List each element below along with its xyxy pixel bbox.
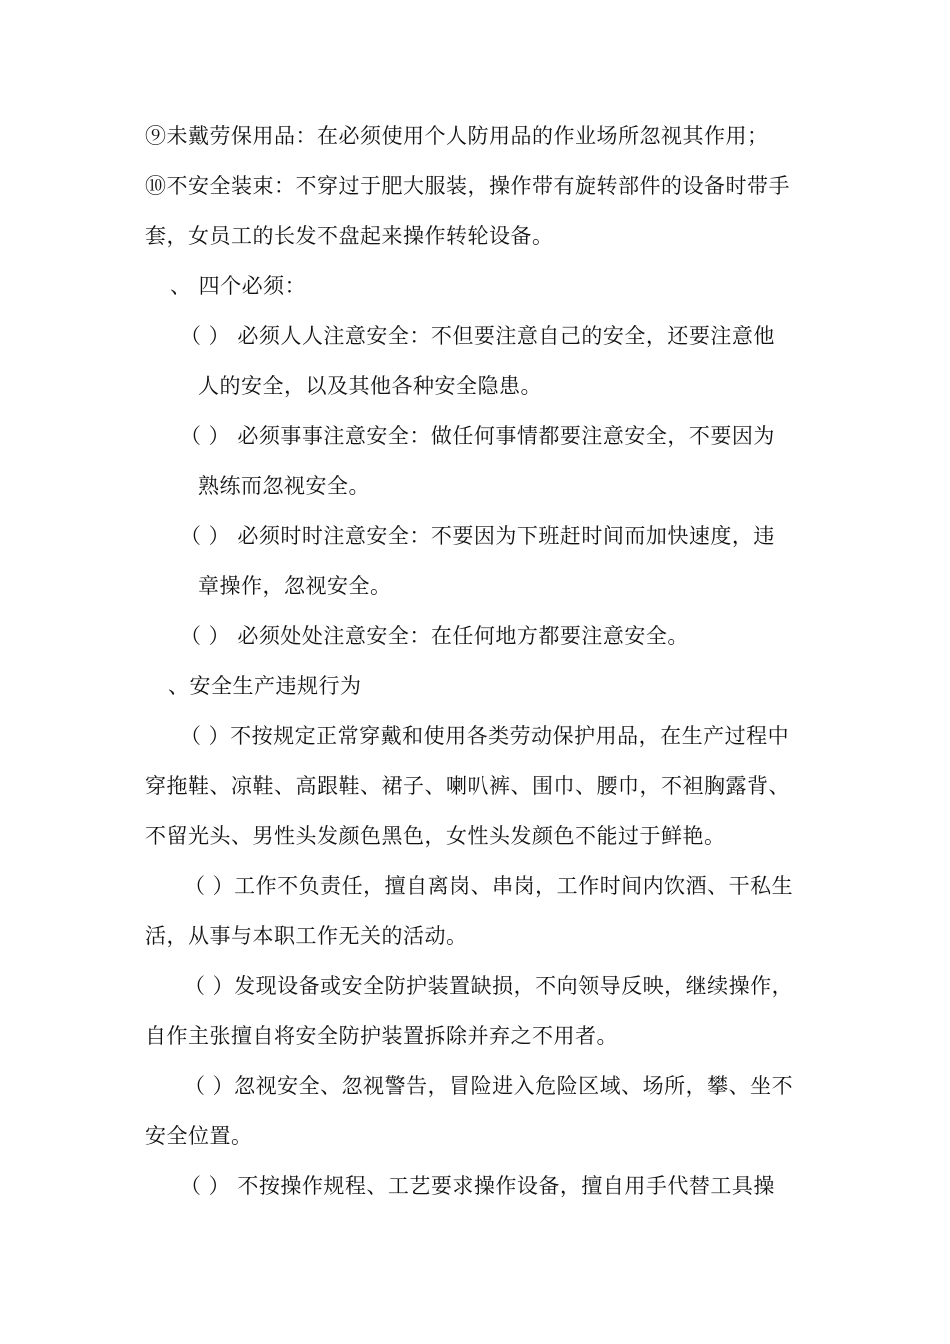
text-line: （ ） 必须时时注意安全：不要因为下班赶时间而加快速度，违 — [180, 524, 775, 548]
text-line: （ ）忽视安全、忽视警告，冒险进入危险区域、场所，攀、坐不 — [184, 1074, 794, 1098]
text-line: ⑨未戴劳保用品：在必须使用个人防用品的作业场所忽视其作用； — [145, 124, 769, 148]
text-line: 人的安全，以及其他各种安全隐患。 — [198, 374, 542, 398]
text-line: （ ）不按规定正常穿戴和使用各类劳动保护用品，在生产过程中 — [180, 724, 790, 748]
text-line: ⑩不安全装束：不穿过于肥大服装，操作带有旋转部件的设备时带手 — [145, 174, 790, 198]
text-line: （ ） 不按操作规程、工艺要求操作设备，擅自用手代替工具操 — [180, 1174, 775, 1198]
text-line: 穿拖鞋、凉鞋、高跟鞋、裙子、喇叭裤、围巾、腰巾，不袒胸露背、 — [145, 774, 790, 798]
text-line: 熟练而忽视安全。 — [198, 474, 370, 498]
text-line: （ ） 必须事事注意安全：做任何事情都要注意安全，不要因为 — [180, 424, 775, 448]
text-line: 不留光头、男性头发颜色黑色，女性头发颜色不能过于鲜艳。 — [145, 824, 726, 848]
text-line: 安全位置。 — [145, 1124, 253, 1148]
text-line: 自作主张擅自将安全防护装置拆除并弃之不用者。 — [145, 1024, 618, 1048]
text-line: （ ） 必须处处注意安全：在任何地方都要注意安全。 — [180, 624, 689, 648]
text-line: 套，女员工的长发不盘起来操作转轮设备。 — [145, 224, 554, 248]
section-heading: 、安全生产违规行为 — [168, 674, 362, 698]
text-line: 章操作，忽视安全。 — [198, 574, 392, 598]
text-line: （ ） 必须人人注意安全：不但要注意自己的安全，还要注意他 — [180, 324, 775, 348]
text-line: （ ）工作不负责任，擅自离岗、串岗，工作时间内饮酒、干私生 — [184, 874, 794, 898]
text-line: 活，从事与本职工作无关的活动。 — [145, 924, 468, 948]
text-line: （ ）发现设备或安全防护装置缺损，不向领导反映，继续操作， — [184, 974, 794, 998]
section-heading: 、 四个必须： — [170, 274, 307, 298]
